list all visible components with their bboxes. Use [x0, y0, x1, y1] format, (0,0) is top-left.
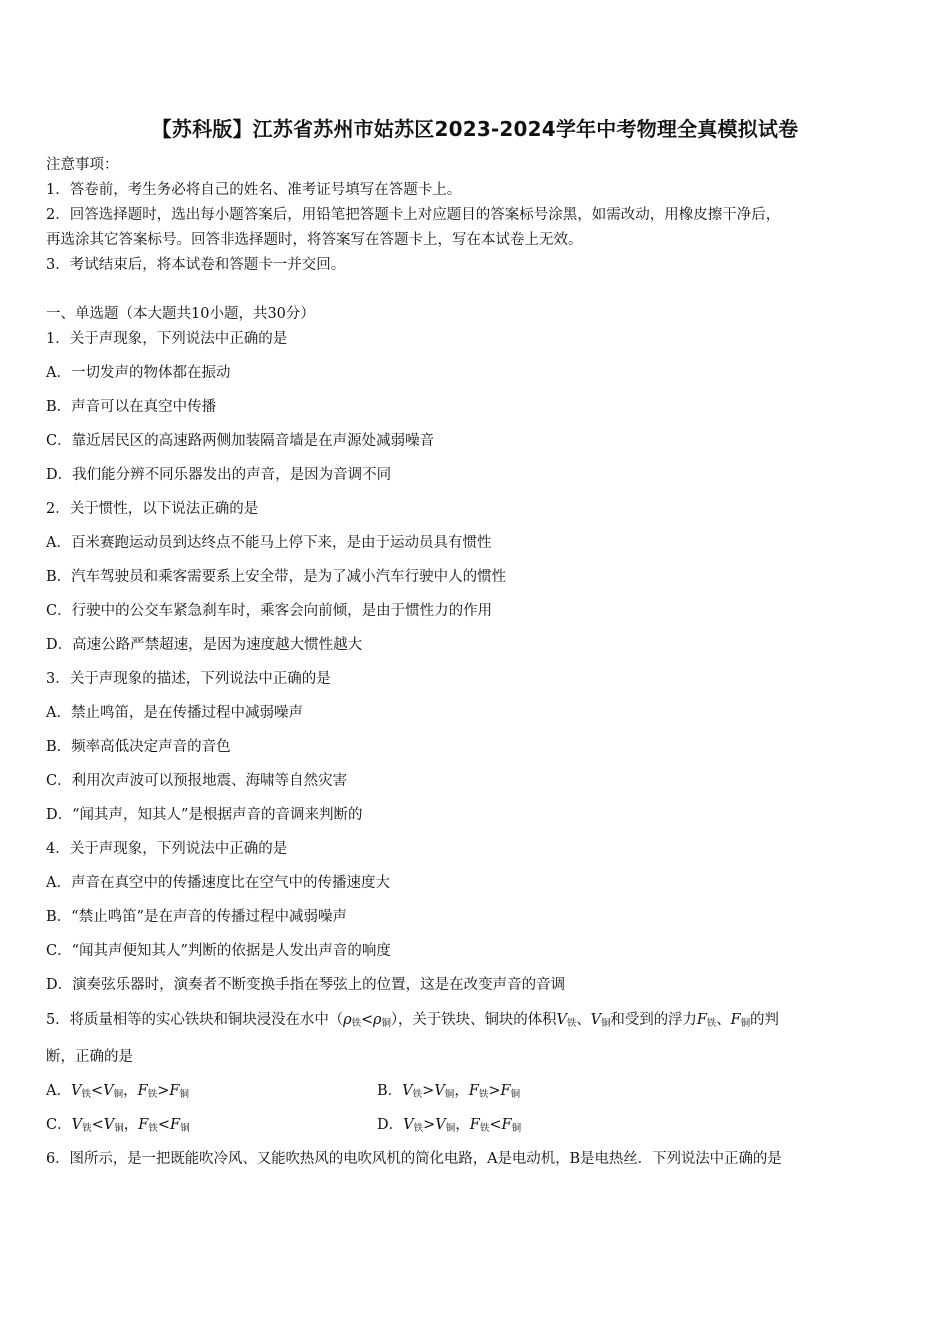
answer-option: A．一切发声的物体都在振动 [46, 365, 231, 381]
answer-option: C．利用次声波可以预报地震、海啸等自然灾害 [46, 773, 348, 789]
answer-option: A．禁止鸣笛，是在传播过程中减弱噪声 [46, 705, 303, 721]
question-stem: 1．关于声现象，下列说法中正确的是 [46, 331, 288, 347]
answer-option: C．靠近居民区的高速路两侧加装隔音墙是在声源处减弱噪音 [46, 433, 435, 449]
answer-option: D．“闻其声，知其人”是根据声音的音调来判断的 [46, 807, 363, 823]
question-stem: 4．关于声现象，下列说法中正确的是 [46, 841, 288, 857]
notice-item: 再选涂其它答案标号。回答非选择题时，将答案写在答题卡上，写在本试卷上无效。 [46, 232, 583, 248]
answer-option: D．高速公路严禁超速，是因为速度越大惯性越大 [46, 637, 363, 653]
notice-heading: 注意事项： [46, 157, 119, 173]
answer-option: C．V铁<V铜，F铁<F铜 [46, 1117, 190, 1134]
question-stem: 6．图所示，是一把既能吹冷风、又能吹热风的电吹风机的简化电路，A是电动机，B是电热丝．下列说法中正确的是 [46, 1151, 782, 1167]
answer-option: D．演奏弦乐器时，演奏者不断变换手指在琴弦上的位置，这是在改变声音的音调 [46, 977, 566, 993]
answer-option: C．行驶中的公交车紧急刹车时，乘客会向前倾，是由于惯性力的作用 [46, 603, 493, 619]
answer-option: A．V铁<V铜，F铁>F铜 [46, 1083, 189, 1100]
answer-option: B．V铁>V铜，F铁>F铜 [377, 1083, 521, 1100]
answer-option: A．声音在真空中的传播速度比在空气中的传播速度大 [46, 875, 390, 891]
question-stem-continued: 断，正确的是 [46, 1049, 133, 1065]
answer-option: B．声音可以在真空中传播 [46, 399, 217, 415]
answer-option: B．汽车驾驶员和乘客需要系上安全带，是为了减小汽车行驶中人的惯性 [46, 569, 507, 585]
answer-option: D．V铁>V铜，F铁<F铜 [377, 1117, 522, 1134]
answer-option: A．百米赛跑运动员到达终点不能马上停下来，是由于运动员具有惯性 [46, 535, 492, 551]
page-title: 【苏科版】江苏省苏州市姑苏区2023-2024学年中考物理全真模拟试卷 [151, 117, 799, 141]
section-heading: 一、单选题（本大题共10小题，共30分） [46, 306, 315, 322]
notice-item: 3．考试结束后，将本试卷和答题卡一并交回。 [46, 257, 346, 273]
answer-option: C．“闻其声便知其人”判断的依据是人发出声音的响度 [46, 943, 391, 959]
question-stem: 2．关于惯性，以下说法正确的是 [46, 501, 259, 517]
notice-item: 1．答卷前，考生务必将自己的姓名、准考证号填写在答题卡上。 [46, 182, 462, 198]
question-stem: 5．将质量相等的实心铁块和铜块浸没在水中（ρ铁<ρ铜），关于铁块、铜块的体积V铁、V铜和受到的浮力F铁、F铜的判 [46, 1012, 779, 1029]
answer-option: B．频率高低决定声音的音色 [46, 739, 231, 755]
answer-option: D．我们能分辨不同乐器发出的声音，是因为音调不同 [46, 467, 392, 483]
question-stem: 3．关于声现象的描述，下列说法中正确的是 [46, 671, 331, 687]
notice-item: 2．回答选择题时，选出每小题答案后，用铅笔把答题卡上对应题目的答案标号涂黑，如需改动，用橡皮擦干净后， [46, 207, 781, 223]
answer-option: B．“禁止鸣笛”是在声音的传播过程中减弱噪声 [46, 909, 347, 925]
